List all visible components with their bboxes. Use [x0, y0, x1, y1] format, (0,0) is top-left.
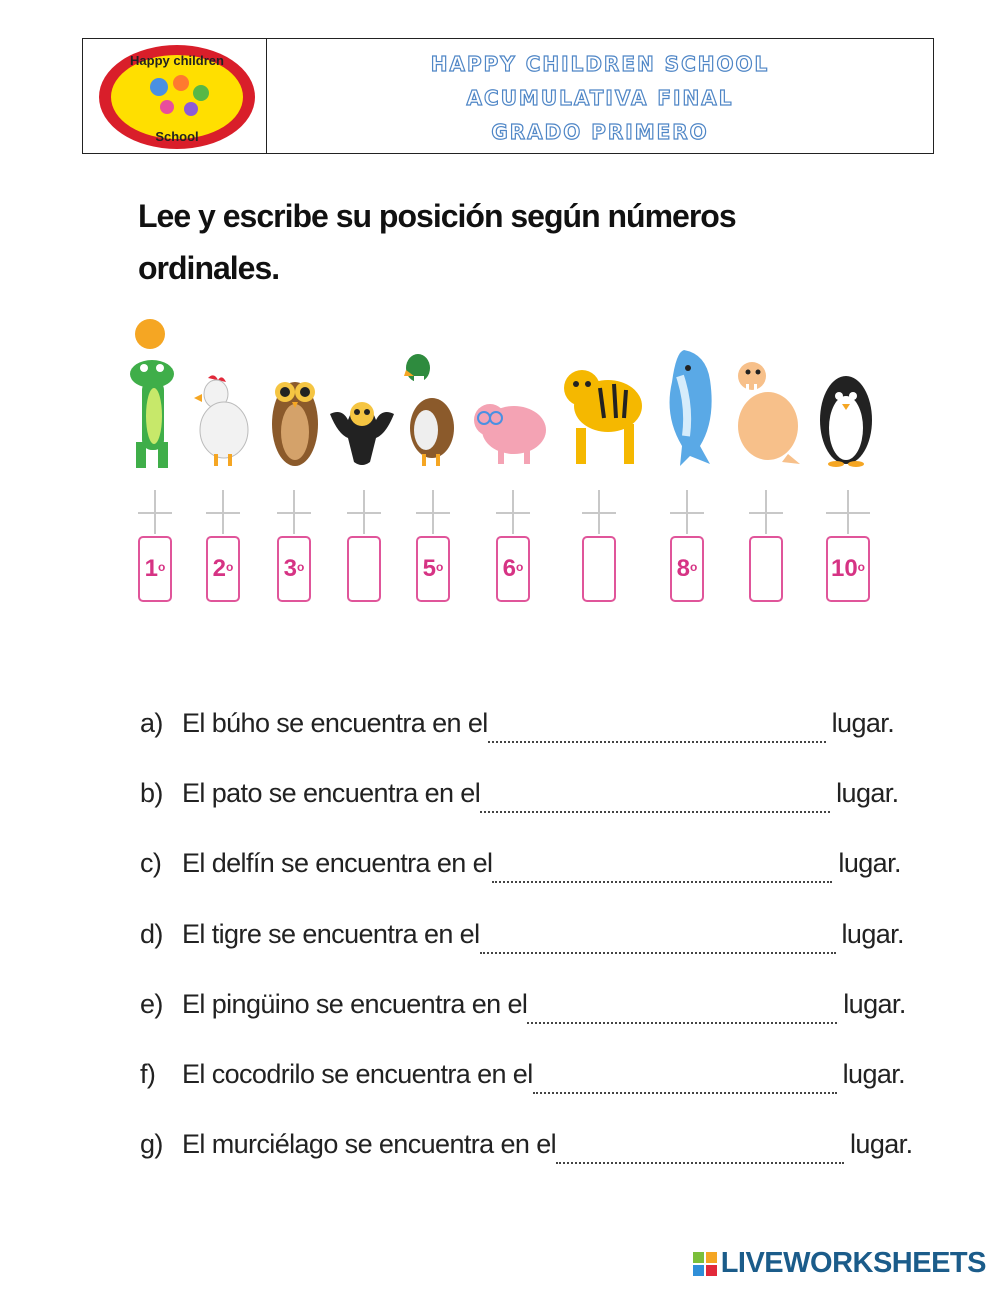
question-d [140, 919, 904, 959]
answer-blank-a[interactable] [488, 725, 826, 743]
question-end: lugar. [838, 848, 901, 878]
question-text: El tigre se encuentra en el [182, 919, 480, 949]
question-c [140, 848, 901, 888]
question-a [140, 708, 894, 748]
answer-blank-e[interactable] [527, 1006, 837, 1024]
logo-bottom-text: School [155, 129, 199, 144]
penguin-icon [816, 366, 876, 468]
question-end: lugar. [843, 989, 906, 1019]
ordinal-box-7-blank[interactable] [582, 536, 616, 602]
question-end: lugar. [831, 708, 895, 738]
answer-blank-c[interactable] [492, 865, 832, 883]
question-text: El pato se encuentra en el [182, 778, 481, 808]
question-text: El cocodrilo se encuentra en el [182, 1059, 533, 1089]
instruction-text: Lee y escribe su posición según números ordinales. [138, 198, 736, 286]
walrus-icon [732, 354, 802, 468]
question-letter: c) [140, 848, 162, 878]
answer-blank-g[interactable] [556, 1146, 844, 1164]
brand-label: LIVEWORKSHEETS [720, 1247, 986, 1279]
animal-row [120, 310, 900, 480]
question-text: El pingüino se encuentra en el [182, 989, 528, 1019]
question-end: lugar. [836, 778, 899, 808]
question-letter: d) [140, 919, 163, 949]
bat-icon [330, 384, 394, 468]
ordinal-box-8: 8 $^o$ [670, 536, 704, 602]
school-name: HAPPY CHILDREN SCHOOL [430, 52, 770, 76]
answer-blank-d[interactable] [480, 936, 836, 954]
question-f [140, 1059, 905, 1099]
question-end: lugar. [850, 1129, 913, 1159]
question-letter: g) [140, 1129, 163, 1159]
ordinal-box-9-blank[interactable] [749, 536, 783, 602]
ordinal-box-5: 5 $^o$ [416, 536, 450, 602]
tiger-icon [560, 354, 646, 468]
answer-blank-b[interactable] [480, 795, 830, 813]
question-g [140, 1129, 912, 1169]
logo-cell [83, 39, 267, 153]
dolphin-icon [658, 346, 716, 468]
answer-blank-f[interactable] [533, 1076, 837, 1094]
question-end: lugar. [841, 919, 904, 949]
ordinal-box-4-blank[interactable] [347, 536, 381, 602]
question-letter: f) [140, 1059, 156, 1089]
ordinal-box-1: 1 $^o$ [138, 536, 172, 602]
exam-title: ACUMULATIVA FINAL [466, 86, 734, 110]
title-cell [267, 39, 933, 153]
ordinal-box-6: 6 $^o$ [496, 536, 530, 602]
grade-title: GRADO PRIMERO [491, 120, 709, 144]
ordinal-box-3: 3 $^o$ [277, 536, 311, 602]
liveworksheets-logo-icon [693, 1252, 717, 1276]
question-letter: b) [140, 778, 163, 808]
question-e [140, 989, 906, 1029]
school-logo [97, 43, 257, 151]
ordinal-box-10: 10 $^o$ [826, 536, 870, 602]
logo-top-text: Happy children [130, 53, 224, 68]
duck-icon [404, 350, 456, 468]
pig-icon [468, 386, 548, 468]
owl-icon [270, 364, 320, 468]
question-end: lugar. [842, 1059, 906, 1089]
ordinal-box-2: 2 $^o$ [206, 536, 240, 602]
hen-icon [194, 372, 250, 468]
school-header [82, 38, 934, 154]
question-letter: e) [140, 989, 163, 1019]
question-text: El delfín se encuentra en el [182, 848, 493, 878]
question-text: El búho se encuentra en el [182, 708, 488, 738]
question-letter: a) [140, 708, 163, 738]
question-text: El murciélago se encuentra en el [182, 1129, 557, 1159]
crocodile-icon [126, 316, 182, 474]
liveworksheets-brand[interactable] [693, 1247, 986, 1280]
question-b [140, 778, 899, 818]
